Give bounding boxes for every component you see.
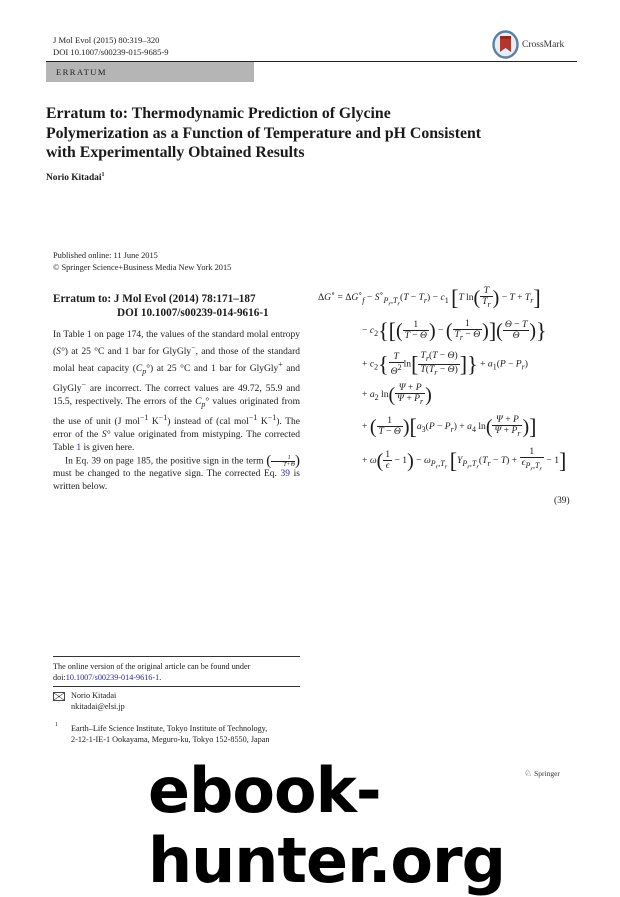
affiliation-number: 1 — [55, 722, 58, 728]
paragraph-2: In Eq. 39 on page 185, the positive sign in the term ( $\frac{1}{T+\Theta}$ ) must be changed to the negative sign. The corrected Eq. 39 is written below. — [53, 452, 300, 493]
paragraph-1: In Table 1 on page 174, the values of the standard molal entropy (S°) at 25 °C and 1 bar for GlyGly−, and those of the standard molal heat capacity $(C_p^\circ)$ at 25 °C and 1 bar for GlyGly+ and GlyGly− are incorrect. The correct values are 49.72, 55.9 and 15.5, respectively. The errors of the $C_p^\circ$ values originated from the use of unit (J mol$^{-1}$ $K^{-1}$) instead of (cal mol$^{-1}$ $K^{-1}$). The error of the S° value originated from mistyping. The corrected Table 1 is given here. — [53, 330, 300, 453]
equation-line-5: + ( $\frac{1}{T - \Theta}$ )[$a_3(P - P_r) + a_4$ ln( $\frac{\Psi + P}{\Psi + P_r}$ )] — [362, 413, 537, 439]
author-affil-mark: 1 — [101, 172, 105, 178]
corresponding-author — [71, 690, 125, 713]
publication-info — [53, 250, 231, 273]
journal-info — [53, 34, 169, 58]
crossmark-icon — [492, 30, 519, 59]
author-name: Norio Kitadai — [46, 173, 102, 184]
corresponding-author-email[interactable]: nkitadai@elsi.jp — [71, 702, 125, 712]
original-article-doi-link[interactable]: 10.1007/s00239-014-9616-1 — [65, 673, 160, 683]
corresponding-author-name: Norio Kitadai — [71, 691, 117, 700]
watermark: ebook-hunter.org — [148, 754, 505, 897]
springer-horse-icon: ♘ — [524, 768, 533, 778]
equation-line-3: + $c_2${ $\frac{T}{\Theta^2}$ ln[ $\frac{T_r(T - \Theta)}{T(T_r - \Theta)}$ ]} + $a_1(P - P_r)$ — [362, 350, 528, 377]
copyright-notice: © Springer Science+Business Media New York 2015 — [53, 262, 232, 272]
body-text — [53, 329, 300, 494]
table-1-link[interactable]: 1 — [76, 442, 82, 453]
crossmark-label: CrossMark — [522, 39, 565, 50]
footnote-divider — [53, 656, 300, 657]
equation-line-4: + $a_2$ ln( $\frac{\Psi + P}{\Psi + P_r}$ ) — [362, 382, 432, 406]
affiliation: Earth–Life Science Institute, Tokyo Institute of Technology, 2-12-1-IE-1 Ookayama, Meguro-ku, Tokyo 152-8550, Japan — [71, 724, 270, 745]
erratum-heading-doi: DOI 10.1007/s00239-014-9616-1 — [117, 307, 269, 319]
crossmark-badge[interactable] — [492, 30, 564, 59]
article-doi: DOI 10.1007/s00239-015-9685-9 — [53, 47, 169, 57]
equation-39-link[interactable]: 39 — [280, 469, 291, 480]
online-version-note: The online version of the original article can be found under doi:10.1007/s00239-014-9616-1. — [53, 662, 251, 683]
erratum-heading-citation: Erratum to: J Mol Evol (2014) 78:171–187 — [53, 293, 256, 305]
footnote-divider-2 — [53, 686, 300, 687]
equation-line-6: + ω( $\frac{1}{\epsilon}$ − $1) - \omega_{P_r,T_r}$ [$Y_{P_r,T_r}(T_r - T)$ + $\frac{1}{\epsilon_{P_r,T_r}}$ − 1] — [362, 446, 567, 473]
article-type-label: ERRATUM — [56, 67, 107, 77]
envelope-icon — [53, 692, 65, 701]
publisher-name: Springer — [534, 769, 560, 778]
equation-number: (39) — [554, 496, 570, 506]
inline-fraction: $\frac{1}{T+\Theta}$ — [271, 455, 295, 468]
erratum-heading — [53, 292, 269, 320]
author-line — [46, 172, 104, 183]
equation-line-2: − $c_2${[( $\frac{1}{T - \Theta}$ ) − ( $\frac{1}{T_r - \Theta}$ )]( $\frac{\Theta - T}{\Theta}$ )} — [362, 317, 547, 343]
equation-line-1: $\Delta G^\circ = \Delta G^\circ_f - S^\circ_{P_r,T_r}(T - T_r) - c_1$ [T ln( $\frac{T}{T_r}$ ) − $T + T_r$] — [318, 284, 541, 310]
journal-citation: J Mol Evol (2015) 80:319–320 — [53, 35, 160, 45]
header-divider-right — [479, 61, 577, 62]
article-title: Erratum to: Thermodynamic Prediction of Glycine Polymerization as a Function of Temperature and pH Consistent with Experimentally Obtained Results — [46, 105, 482, 161]
published-online-date: Published online: 11 June 2015 — [53, 251, 158, 260]
